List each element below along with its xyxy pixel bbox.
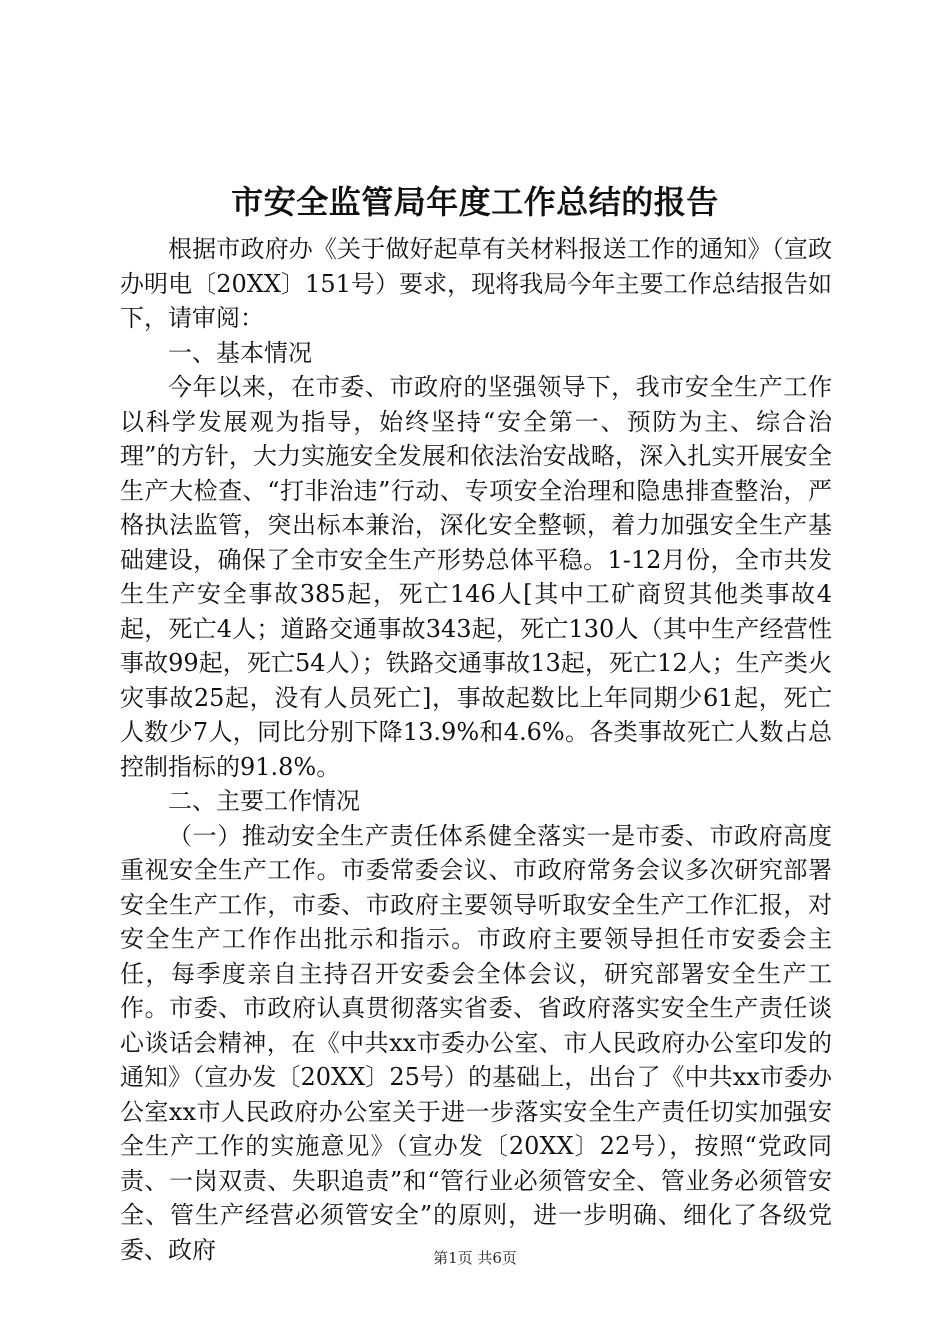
document-body xyxy=(120,232,832,1267)
document-title: 市安全监管局年度工作总结的报告 xyxy=(231,183,719,221)
paragraph-basic-situation: 今年以来，在市委、市政府的坚强领导下，我市安全生产工作以科学发展观为指导，始终坚持“安全第一、预防为主、综合治理”的方针，大力实施安全发展和依法治安战略，深入扎实开展安全生产大检查、“打非治违”行动、专项安全治理和隐患排查整治，严格执法监管，突出标本兼治，深化安全整顿，着力加强安全生产基础建设，确保了全市安全生产形势总体平稳。1-12月份，全市共发生生产安全事故385起，死亡146人[其中工矿商贸其他类事故4起，死亡4人；道路交通事故343起，死亡130人（其中生产经营性事故99起，死亡54人）；铁路交通事故13起，死亡12人；生产类火灾事故25起，没有人员死亡]，事故起数比上年同期少61起，死亡人数少7人，同比分别下降13.9%和4.6%。各类事故死亡人数占总控制指标的91.8%。 xyxy=(120,373,832,781)
paragraph-main-work: （一）推动安全生产责任体系健全落实一是市委、市政府高度重视安全生产工作。市委常委会议、市政府常务会议多次研究部署安全生产工作，市委、市政府主要领导听取安全生产工作汇报，对安全生产工作作出批示和指示。市政府主要领导担任市安委会主任，每季度亲自主持召开安委会全体会议，研究部署安全生产工作。市委、市政府认真贯彻落实省委、省政府落实安全生产责任谈心谈话会精神，在《中共xx市委办公室、市人民政府办公室印发的通知》（宣办发〔20XX〕25号）的基础上，出台了《中共xx市委办公室xx市人民政府办公室关于进一步落实安全生产责任切实加强安全生产工作的实施意见》（宣办发〔20XX〕22号），按照“党政同责、一岗双责、失职追责”和“管行业必须管安全、管业务必须管安全、管生产经营必须管安全”的原则，进一步明确、细化了各级党委、政府 xyxy=(120,821,832,1264)
paragraph-intro: 根据市政府办《关于做好起草有关材料报送工作的通知》（宣政办明电〔20XX〕151号）要求，现将我局今年主要工作总结报告如下，请审阅： xyxy=(120,235,832,332)
section-heading-main-work: 二、主要工作情况 xyxy=(168,787,360,815)
page-number-footer: 第1页 共6页 xyxy=(433,1249,517,1267)
section-heading-basic-situation: 一、基本情况 xyxy=(168,338,312,367)
